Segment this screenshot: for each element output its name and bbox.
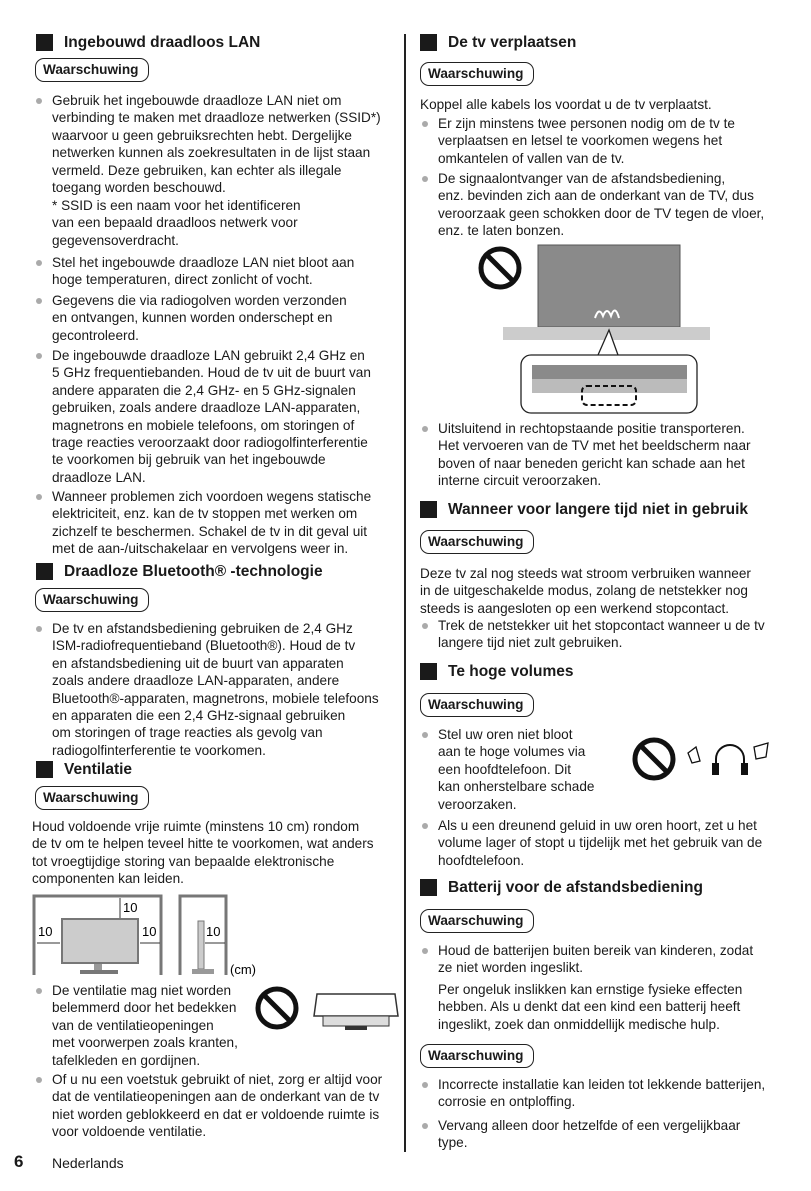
list-item: Uitsluitend in rechtopstaande positie transporteren. Het vervoeren van de TV met het beeldscherm naar boven of naar beneden gericht kan schade aan het interne circuit veroorzaken.	[418, 420, 751, 490]
warning-label: Waarschuwing	[35, 588, 149, 612]
list-item: De tv en afstandsbediening gebruiken de 2,4 GHz ISM-radiofrequentieband (Bluetooth®). Houd de tv en afstandsbediening uit de buurt van apparaten zoals andere draadloze LAN-apparaten, andere Bluetooth®-apparaten, magnetrons, mobiele telefoons en apparaten die een 2,4 GHz-signaal gebruiken om storingen of trage reacties als gevolg van radiogolfinterferentie te voorkomen.	[32, 620, 379, 759]
section-title-battery: Batterij voor de afstandsbediening	[420, 878, 703, 898]
list-item: Er zijn minstens twee personen nodig om de tv te verplaatsen en letsel te voorkomen wegens het omkantelen of vallen van de tv.	[418, 115, 735, 167]
list-item: Stel uw oren niet bloot aan te hoge volumes via een hoofdtelefoon. Dit kan onherstelbare schade veroorzaken.	[418, 726, 594, 813]
clearance-right-label: 10	[142, 924, 157, 939]
moving-paragraph: Koppel alle kabels los voordat u de tv verplaatst.	[420, 97, 712, 112]
warning-label: Waarschuwing	[420, 909, 534, 933]
section-title-volume: Te hoge volumes	[420, 662, 573, 682]
clearance-left-label: 10	[38, 924, 53, 939]
list-item: Vervang alleen door hetzelfde of een vergelijkbaar type.	[418, 1117, 740, 1152]
page-number: 6	[14, 1152, 24, 1171]
language-label: Nederlands	[52, 1155, 124, 1171]
list-item: Gegevens die via radiogolven worden verzonden en ontvangen, kunnen worden onderschept en gecontroleerd.	[32, 292, 347, 344]
list-item: Wanneer problemen zich voordoen wegens statische elektriciteit, enz. kan de tv stoppen met werken om zichzelf te beschermen. Schakel de tv in dit geval uit met de aan-/uitschakelaar en vervolgens weer in.	[32, 488, 371, 558]
section-title-bluetooth: Draadloze Bluetooth® -technologie	[36, 562, 323, 582]
headphones-prohibited-illustration	[630, 733, 780, 785]
warning-label: Waarschuwing	[420, 62, 534, 86]
section-title-wlan: Ingebouwd draadloos LAN	[36, 33, 260, 53]
list-item: Stel het ingebouwde draadloze LAN niet bloot aan hoge temperaturen, direct zonlicht of vocht.	[32, 254, 354, 289]
ventilation-clearance-diagram	[32, 893, 272, 978]
clearance-back-label: 10	[206, 924, 221, 939]
list-item: De signaalontvanger van de afstandsbediening, enz. bevinden zich aan de onderkant van de TV, dus veroorzaak geen schokken door de TV tegen de vloer, enz. te laten bonzen.	[418, 170, 764, 240]
warning-label: Waarschuwing	[420, 530, 534, 554]
list-item: Incorrecte installatie kan leiden tot lekkende batterijen, corrosie en ontploffing.	[418, 1076, 765, 1111]
warning-label: Waarschuwing	[420, 1044, 534, 1068]
section-title-long-unused: Wanneer voor langere tijd niet in gebruik	[420, 500, 748, 520]
section-title-moving: De tv verplaatsen	[420, 33, 576, 53]
battery-paragraph: Per ongeluk inslikken kan ernstige fysieke effecten hebben. Als u denkt dat een kind een batterij heeft ingeslikt, zoek dan onmiddellijk medische hulp.	[438, 982, 743, 1032]
unit-label: (cm)	[230, 962, 256, 977]
ssid-note: * SSID is een naam voor het identificeren van een bepaald draadloos netwerk voor gegevensoverdracht.	[52, 198, 301, 248]
list-item: De ingebouwde draadloze LAN gebruikt 2,4 GHz en 5 GHz frequentiebanden. Houd de tv uit de buurt van andere apparaten die 2,4 GHz- en 5 GHz-signalen gebruiken, zoals andere draadloze LAN-apparaten, magnetrons en mobiele telefoons, om storingen of trage reacties veroorzaakt door radiogolfinterferentie te voorkomen bij gebruik van het ingebouwde draadloze LAN.	[32, 347, 371, 486]
list-item: De ventilatie mag niet worden belemmerd door het bedekken van de ventilatieopeningen met voorwerpen zoals kranten, tafelkleden en gordijnen.	[32, 982, 238, 1069]
ventilation-paragraph: Houd voldoende vrije ruimte (minstens 10 cm) rondom de tv om te helpen teveel hitte te voorkomen, wat anders tot vroegtijdige storing van bepaalde elektronische componenten kan leiden.	[32, 819, 374, 887]
list-item: Als u een dreunend geluid in uw oren hoort, zet u het volume lager of stopt u tijdelijk met het gebruik van de hoofdtelefoon.	[418, 817, 762, 869]
warning-label: Waarschuwing	[35, 58, 149, 82]
list-item: Trek de netstekker uit het stopcontact wanneer u de tv langere tijd niet zult gebruiken.	[418, 617, 765, 652]
section-title-ventilation: Ventilatie	[36, 760, 132, 780]
unused-paragraph: Deze tv zal nog steeds wat stroom verbruiken wanneer in de uitgeschakelde modus, zolang de netstekker nog steeds is aangesloten op een werkend stopcontact.	[420, 566, 751, 616]
tv-bump-prohibited-illustration	[470, 240, 710, 420]
warning-label: Waarschuwing	[420, 693, 534, 717]
column-divider	[404, 34, 406, 1152]
clearance-top-label: 10	[123, 900, 138, 915]
warning-label: Waarschuwing	[35, 786, 149, 810]
list-item: Of u nu een voetstuk gebruikt of niet, zorg er altijd voor dat de ventilatieopeningen aan de onderkant van de tv niet worden geblokkeerd en dat er voldoende ruimte is voor voldoende ventilatie.	[32, 1071, 382, 1141]
covered-tv-prohibited-illustration	[255, 984, 400, 1039]
list-item: Houd de batterijen buiten bereik van kinderen, zodat ze niet worden ingeslikt.	[418, 942, 753, 977]
list-item: Gebruik het ingebouwde draadloze LAN niet om verbinding te maken met draadloze netwerken (SSID*) waarvoor u geen gebruiksrechten hebt. Dergelijke netwerken kunnen als zoekresultaten in de lijst staan vermeld. Deze gebruiken, kan echter als illegale toegang worden beschouwd.	[32, 92, 381, 196]
